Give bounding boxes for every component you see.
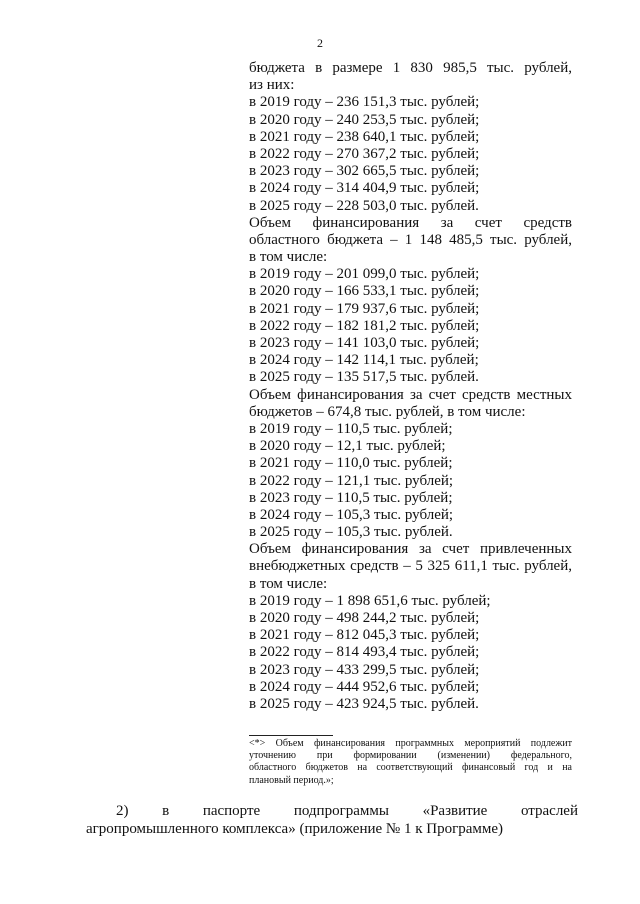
text-line: областного бюджета – 1 148 485,5 тыс. рублей, [249,231,572,248]
text-line: в 2019 году – 201 099,0 тыс. рублей; [249,266,480,283]
text-line: в 2025 году – 135 517,5 тыс. рублей. [249,369,479,386]
text-line: в том числе: [249,575,328,592]
text-line: в 2024 году – 105,3 тыс. рублей; [249,506,454,523]
page-number: 2 [317,36,323,50]
footnote-line: <*> Объем финансирования программных мероприятий подлежит [249,738,572,749]
footnote [249,738,572,787]
text-line: в 2025 году – 423 924,5 тыс. рублей. [249,695,479,712]
text-line: в 2023 году – 302 665,5 тыс. рублей; [249,163,480,180]
text-line: внебюджетных средств – 5 325 611,1 тыс. рублей, [249,558,572,575]
text-line: в 2019 году – 1 898 651,6 тыс. рублей; [249,592,491,609]
text-line: в 2024 году – 444 952,6 тыс. рублей; [249,678,480,695]
text-line: из них: [249,77,295,94]
text-line: в 2023 году – 110,5 тыс. рублей; [249,489,453,506]
text-line: в 2021 году – 179 937,6 тыс. рублей; [249,300,480,317]
text-line: бюджетов – 674,8 тыс. рублей, в том числе: [249,403,526,420]
text-line: в 2020 году – 498 244,2 тыс. рублей; [249,610,480,626]
text-line: в 2020 году – 166 533,1 тыс. рублей; [249,283,480,300]
text-line: Объем финансирования за счет средств [249,214,572,231]
text-line: в 2024 году – 314 404,9 тыс. рублей; [249,180,480,197]
text-line: Объем финансирования за счет средств местных [249,386,572,403]
text-line: Объем финансирования за счет привлеченных [249,541,572,558]
paragraph-line: 2) в паспорте подпрограммы «Развитие отраслей [116,803,578,819]
text-line: в 2025 году – 228 503,0 тыс. рублей. [249,197,479,214]
footnote-line: уточнению при формировании (изменении) федерального, [249,750,572,762]
text-line: в 2025 году – 105,3 тыс. рублей. [249,524,453,541]
text-line: в 2022 году – 814 493,4 тыс. рублей; [249,644,480,661]
text-line: в 2020 году – 240 253,5 тыс. рублей; [249,111,480,128]
text-line: в 2022 году – 182 181,2 тыс. рублей; [249,317,480,334]
text-line: в 2024 году – 142 114,1 тыс. рублей; [249,352,479,369]
paragraph-line: агропромышленного комплекса» (приложение № 1 к Программе) [86,821,504,837]
text-line: в 2022 году – 121,1 тыс. рублей; [249,472,454,489]
text-line: в 2020 году – 12,1 тыс. рублей; [249,438,446,455]
footnote-line: плановый период.»; [249,774,334,786]
funding-text-column [249,60,572,713]
amendment-paragraph [86,802,578,838]
text-line: в 2022 году – 270 367,2 тыс. рублей; [249,145,480,162]
text-line: в 2019 году – 110,5 тыс. рублей; [249,420,453,437]
text-line: в 2019 году – 236 151,3 тыс. рублей; [249,94,480,111]
text-line: бюджета в размере 1 830 985,5 тыс. рублей, [249,60,572,76]
text-line: в 2021 году – 110,0 тыс. рублей; [249,455,453,472]
footnote-line: областного бюджетов на соответствующий финансовый год и на [249,762,572,774]
text-line: в том числе: [249,249,328,266]
footnote-separator [249,735,333,736]
text-line: в 2021 году – 238 640,1 тыс. рублей; [249,128,480,145]
text-line: в 2023 году – 141 103,0 тыс. рублей; [249,335,480,351]
text-line: в 2021 году – 812 045,3 тыс. рублей; [249,627,480,644]
text-line: в 2023 году – 433 299,5 тыс. рублей; [249,661,480,678]
